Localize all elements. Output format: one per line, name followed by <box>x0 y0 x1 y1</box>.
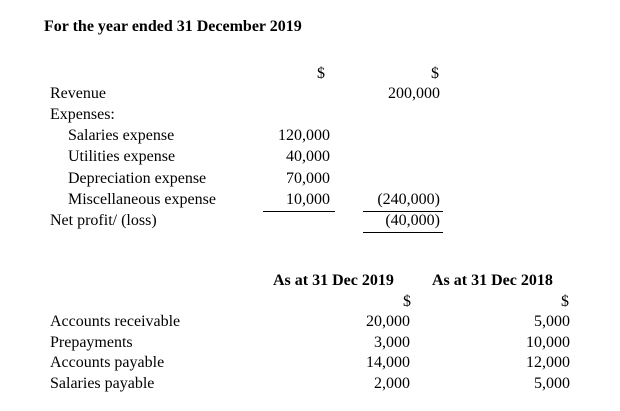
currency-header-col1: $ <box>317 65 325 82</box>
balance-row-2018: 5,000 <box>534 375 570 392</box>
expense-label: Miscellaneous expense <box>68 191 216 208</box>
currency-header-2019: $ <box>403 293 411 310</box>
currency-header-2018: $ <box>561 293 569 310</box>
balance-row-label: Accounts payable <box>50 354 165 371</box>
expense-label: Depreciation expense <box>68 170 207 187</box>
currency-header-col2: $ <box>431 65 439 82</box>
expense-value: 40,000 <box>286 148 330 165</box>
balance-row-2019: 2,000 <box>374 375 410 392</box>
balance-row-2019: 20,000 <box>366 313 410 330</box>
expenses-label: Expenses: <box>50 106 115 123</box>
net-profit-label: Net profit/ (loss) <box>50 212 157 229</box>
balance-row-label: Salaries payable <box>50 375 155 392</box>
balance-row-2018: 5,000 <box>534 313 570 330</box>
expense-label: Utilities expense <box>68 148 176 165</box>
subtotal-underline <box>263 211 335 212</box>
column-header-2018: As at 31 Dec 2018 <box>432 272 553 289</box>
revenue-value: 200,000 <box>388 85 440 102</box>
balance-row-label: Prepayments <box>50 334 133 351</box>
balance-row-label: Accounts receivable <box>50 313 181 330</box>
balance-row-2019: 14,000 <box>366 354 410 371</box>
expense-value: 120,000 <box>278 127 330 144</box>
page-title: For the year ended 31 December 2019 <box>44 18 302 35</box>
expense-value: 70,000 <box>286 170 330 187</box>
total-expenses-value: (240,000) <box>377 191 440 208</box>
column-header-2019: As at 31 Dec 2019 <box>273 272 394 289</box>
balance-row-2018: 10,000 <box>526 334 570 351</box>
balance-row-2018: 12,000 <box>526 354 570 371</box>
expense-label: Salaries expense <box>68 127 175 144</box>
balance-row-2019: 3,000 <box>374 334 410 351</box>
revenue-label: Revenue <box>50 85 106 102</box>
expense-value: 10,000 <box>286 191 330 208</box>
net-profit-underline <box>363 232 443 233</box>
net-profit-value: (40,000) <box>385 212 440 229</box>
